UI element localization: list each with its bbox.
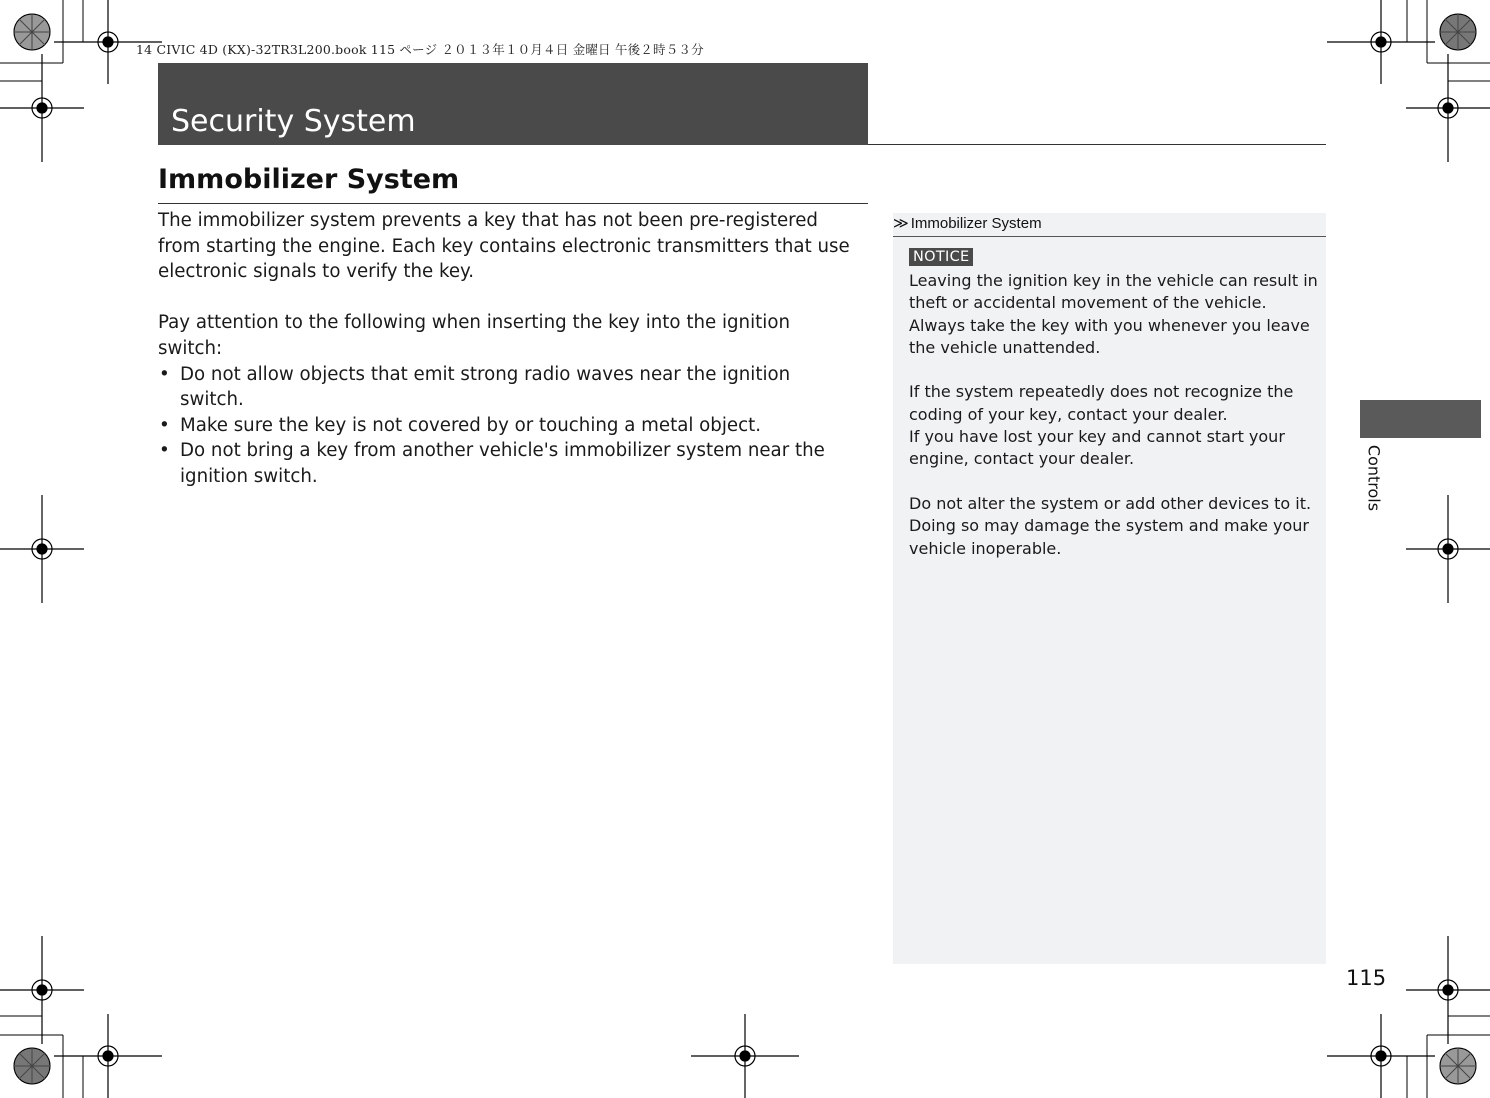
sidebar-text	[909, 270, 1319, 560]
sidebar-paragraph: If you have lost your key and cannot start your engine, contact your dealer.	[909, 427, 1285, 469]
list-item: • Do not bring a key from another vehicle's immobilizer system near the ignition switch.	[159, 440, 825, 487]
bullet-icon: •	[159, 440, 170, 462]
chapter-tab-label: Controls	[1364, 444, 1384, 512]
lead-paragraph: Pay attention to the following when inserting the key into the ignition switch:	[158, 312, 790, 359]
chapter-tab	[1360, 400, 1481, 438]
section-heading: Immobilizer System	[158, 164, 460, 195]
sidebar-note	[893, 213, 1326, 964]
book-info-line: 14 CIVIC 4D (KX)-32TR3L200.book 115 ページ ２０１３年１０月４日 金曜日 午後２時５３分	[136, 42, 704, 57]
title-bar	[158, 63, 868, 145]
intro-paragraph: The immobilizer system prevents a key that has not been pre-registered from starting the engine. Each key contains electronic transmitters that use electronic signals to verify the key.	[158, 210, 850, 283]
bullet-icon: •	[159, 414, 170, 436]
list-item: • Do not allow objects that emit strong radio waves near the ignition switch.	[159, 363, 791, 411]
section-rule	[158, 203, 868, 204]
reference-icon: ≫	[893, 215, 909, 232]
list-item: • Make sure the key is not covered by or touching a metal object.	[158, 413, 858, 439]
title-rule	[868, 144, 1326, 145]
bullet-list	[158, 362, 858, 490]
notice-text: Leaving the ignition key in the vehicle can result in theft or accidental movement of the vehicle. Always take the key with you whenever you leave the vehicle unattended.	[909, 271, 1318, 357]
main-body	[158, 208, 858, 490]
sidebar-paragraph: If the system repeatedly does not recognize the coding of your key, contact your dealer.	[909, 382, 1294, 424]
page-number: 115	[1346, 966, 1387, 990]
bullet-icon: •	[159, 363, 170, 385]
notice-badge: NOTICE	[909, 248, 973, 266]
sidebar-heading: ≫ Immobilizer System	[893, 213, 1326, 237]
sidebar-paragraph: Do not alter the system or add other devices to it. Doing so may damage the system and make your vehicle inoperable.	[909, 493, 1312, 558]
page-title: Security System	[171, 104, 416, 139]
